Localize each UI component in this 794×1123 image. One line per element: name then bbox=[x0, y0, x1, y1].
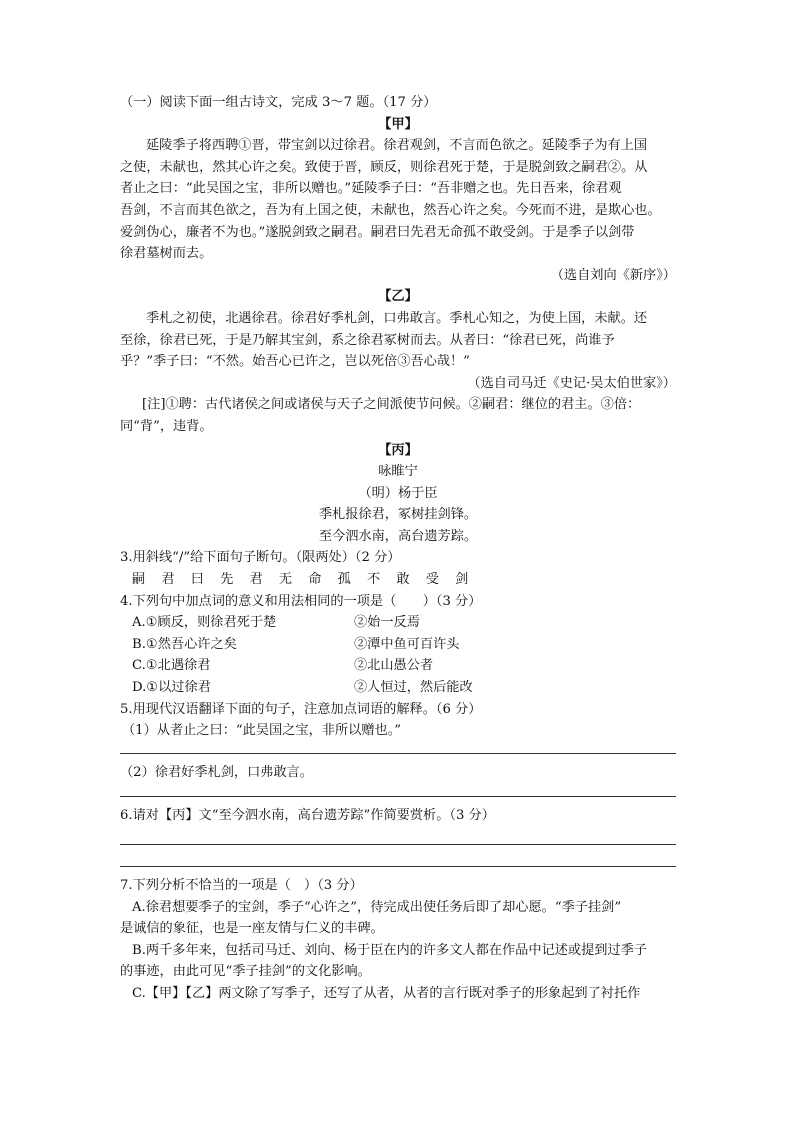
jia-line: 者止之曰：“此吴国之宝，非所以赠也。”延陵季子曰：“吾非赠之也。先日吾来，徐君观 bbox=[120, 181, 622, 197]
jia-line: 爱剑伪心，廉者不为也。”遂脱剑致之嗣君。嗣君曰先君无命孤不敢受剑。于是季子以剑带 bbox=[120, 224, 635, 240]
q7-line: 的事迹，由此可见“季子挂剑”的文化影响。 bbox=[120, 964, 371, 980]
q7-line: A.徐君想要季子的宝剑，季子“心许之”，待完成出使任务后即了却心愿。“季子挂剑” bbox=[132, 899, 622, 915]
jia-line: 吾剑，不言而其色欲之，吾为有上国之使，未献也，然吾心许之矣。今死而不进，是欺心也。 bbox=[120, 202, 661, 218]
yi-source: （选自司马迁《史记·吴太伯世家》） bbox=[467, 375, 676, 391]
question-5: 5.用现代汉语翻译下面的句子，注意加点词语的解释。（6 分） bbox=[120, 701, 482, 717]
jia-line: 徐君墓树而去。 bbox=[120, 246, 213, 262]
poem-title: 咏睢宁 bbox=[378, 464, 418, 480]
answer-line[interactable] bbox=[120, 752, 676, 754]
poem-verse: 至今泗水南，高台遗芳踪。 bbox=[318, 528, 478, 544]
poem-verse: 季札报徐君，冢树挂剑锋。 bbox=[318, 507, 478, 523]
option-d-left: D.①以过徐君 bbox=[132, 680, 211, 696]
annotation: [注]①聘：古代诸侯之间或诸侯与天子之间派使节问候。②嗣君：继位的君主。③倍： bbox=[142, 397, 641, 413]
translate-item-1: （1）从者止之曰：“此吴国之宝，非所以赠也。” bbox=[122, 723, 402, 739]
option-c bbox=[120, 655, 676, 677]
exam-page bbox=[120, 92, 676, 1005]
q7-line: C.【甲】【乙】两文除了写季子，还写了从者，从者的言行既对季子的形象起到了衬托作 bbox=[132, 985, 641, 1001]
yi-line: 季札之初使，北遇徐君。徐君好季札剑，口弗敢言。季札心知之，为使上国，未献。还 bbox=[146, 310, 648, 326]
answer-line[interactable] bbox=[120, 865, 676, 867]
option-d bbox=[120, 677, 676, 699]
jia-heading: 【甲】 bbox=[378, 116, 418, 132]
translate-item-2: （2）徐君好季札剑，口弗敢言。 bbox=[120, 764, 314, 780]
q7-line: B.两千多年来，包括司马迁、刘向、杨于臣在内的许多文人都在作品中记述或提到过季子 bbox=[132, 942, 648, 958]
option-a bbox=[120, 612, 676, 634]
option-b-right: ②潭中鱼可百许头 bbox=[354, 636, 460, 652]
jia-line: 之使，未献也，然其心许之矣。致使于晋，顾反，则徐君死于楚，于是脱剑致之嗣君②。从 bbox=[120, 159, 648, 175]
question-7: 7.下列分析不恰当的一项是（ ）（3 分） bbox=[120, 878, 363, 893]
punctuation-sentence: 嗣 君 曰 先 君 无 命 孤 不 敢 受 剑 bbox=[132, 572, 475, 588]
option-c-right: ②北山愚公者 bbox=[354, 658, 434, 674]
yi-line: 至徐，徐君已死，于是乃解其宝剑，系之徐君冢树而去。从者曰：“徐君已死，尚谁予 bbox=[120, 332, 615, 348]
answer-line[interactable] bbox=[120, 795, 676, 797]
yi-heading: 【乙】 bbox=[378, 289, 418, 305]
option-a-right: ②始一反焉 bbox=[354, 615, 420, 631]
answer-line[interactable] bbox=[120, 843, 676, 845]
jia-line: 延陵季子将西聘①晋，带宝剑以过徐君。徐君观剑，不言而色欲之。延陵季子为有上国 bbox=[146, 138, 648, 154]
question-3: 3.用斜线“/”给下面句子断句。（限两处）（2 分） bbox=[120, 550, 401, 566]
bing-heading: 【丙】 bbox=[378, 442, 418, 458]
yi-line: 乎？”季子曰：“不然。始吾心已许之，岂以死倍③吾心哉！” bbox=[120, 354, 470, 370]
option-d-right: ②人恒过，然后能改 bbox=[354, 680, 473, 696]
jia-source: （选自刘向《新序》） bbox=[550, 267, 676, 283]
question-4: 4.下列句中加点词的意义和用法相同的一项是（ ）（3 分） bbox=[120, 593, 482, 609]
question-6: 6.请对【丙】文“至今泗水南，高台遗芳踪”作简要赏析。（3 分） bbox=[120, 808, 495, 824]
option-c-left: C.①北遇徐君 bbox=[132, 658, 211, 674]
q7-line: 是诚信的象征，也是一座友情与仁义的丰碑。 bbox=[120, 921, 384, 937]
option-b bbox=[120, 634, 676, 656]
option-a-left: A.①顾反，则徐君死于楚 bbox=[132, 615, 277, 631]
annotation-cont: 同“背”，违背。 bbox=[120, 418, 213, 434]
poem-author: （明）杨于臣 bbox=[358, 485, 438, 501]
section-title: （一）阅读下面一组古诗文，完成 3～7 题。（17 分） bbox=[120, 95, 437, 110]
option-b-left: B.①然吾心许之矣 bbox=[132, 636, 237, 652]
